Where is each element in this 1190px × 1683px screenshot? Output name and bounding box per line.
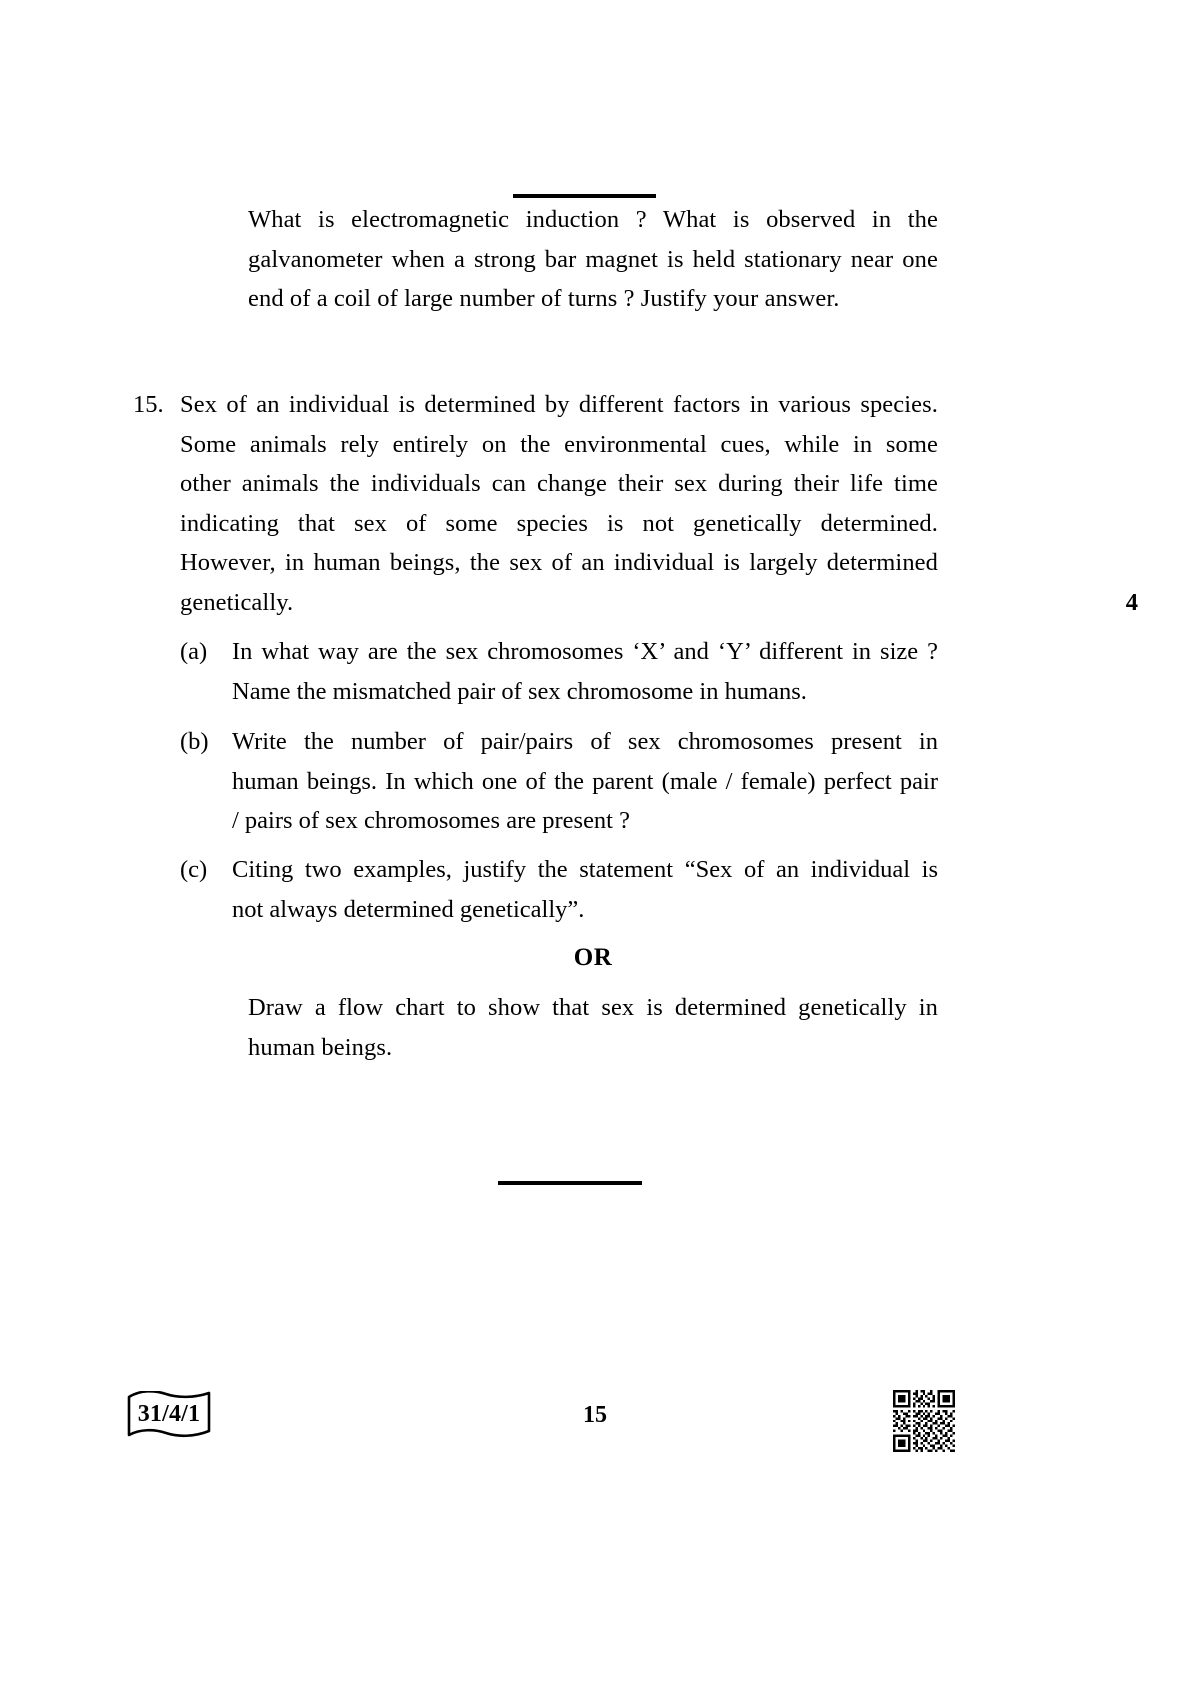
text-line: However, in human beings, the sex of an individual is largely determined xyxy=(180,549,938,576)
section-separator-bottom xyxy=(498,1181,642,1185)
text-line: In what way are the sex chromosomes ‘X’ and ‘Y’ different in size ? xyxy=(232,638,938,665)
section-separator-top xyxy=(513,194,656,198)
question-15-marks: 4 xyxy=(1125,589,1138,616)
or-divider: OR xyxy=(573,944,613,971)
text-line: / pairs of sex chromosomes are present ? xyxy=(232,807,630,834)
part-text-c xyxy=(232,850,938,929)
text-line: Some animals rely entirely on the environmental cues, while in some xyxy=(180,430,938,458)
text-line: Write the number of pair/pairs of sex chromosomes present in xyxy=(232,728,938,755)
text-line: Citing two examples, justify the statement “Sex of an individual is xyxy=(232,856,938,883)
qr-code xyxy=(893,1390,955,1452)
text-line: Draw a flow chart to show that sex is determined genetically in xyxy=(248,994,938,1021)
continued-question-text xyxy=(248,200,938,319)
text-line: galvanometer when a strong bar magnet is held stationary near one xyxy=(248,245,938,273)
text-line: genetically. xyxy=(180,588,294,616)
text-line: other animals the individuals can change their sex during their life time xyxy=(180,470,938,497)
part-label-a: (a) xyxy=(180,638,208,665)
part-text-b xyxy=(232,722,938,841)
question-number-15: 15. xyxy=(133,391,164,418)
qr-code-icon xyxy=(893,1390,955,1452)
page-number: 15 xyxy=(583,1402,607,1428)
text-line: What is electromagnetic induction ? What is observed in the xyxy=(248,206,938,233)
text-line: human beings. In which one of the parent (male / female) perfect pair xyxy=(232,767,938,795)
text-line: indicating that sex of some species is not genetically determined. xyxy=(180,509,938,537)
part-label-b: (b) xyxy=(180,728,209,755)
text-line: Name the mismatched pair of sex chromosome in humans. xyxy=(232,677,807,705)
part-label-c: (c) xyxy=(180,856,208,883)
question-15-alternative xyxy=(248,988,938,1067)
paper-code-text: 31/4/1 xyxy=(137,1401,201,1427)
text-line: human beings. xyxy=(248,1033,393,1061)
part-text-a xyxy=(232,632,938,711)
text-line: Sex of an individual is determined by different factors in various species. xyxy=(180,391,938,418)
text-line: end of a coil of large number of turns ? Justify your answer. xyxy=(248,285,840,312)
text-line: not always determined genetically”. xyxy=(232,895,585,923)
